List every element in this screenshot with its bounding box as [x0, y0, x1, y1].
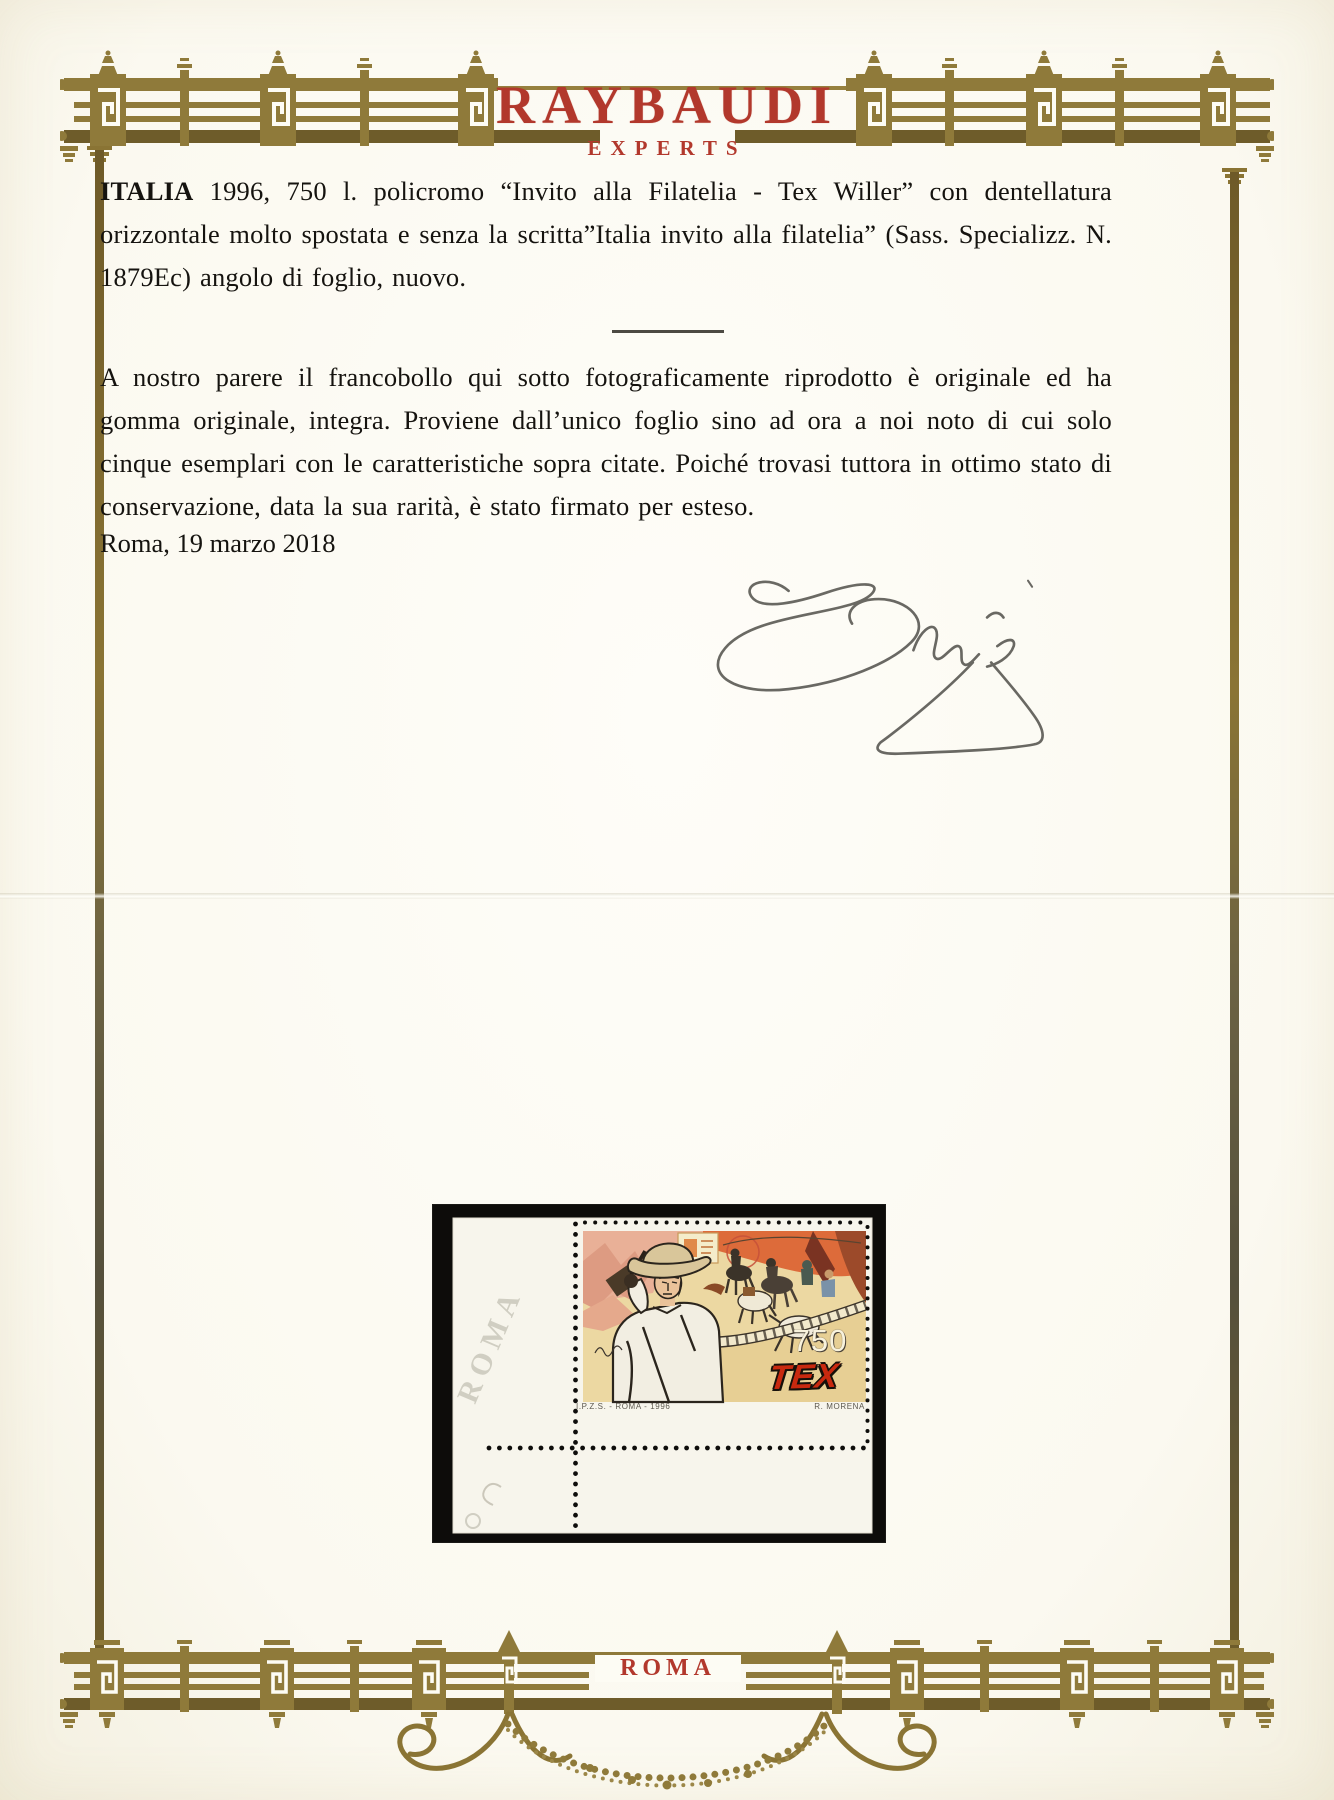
tex-logo: TEX	[767, 1356, 841, 1398]
section-divider	[612, 330, 724, 333]
description-paragraph	[100, 170, 1112, 299]
stamp-face-value: 750	[792, 1323, 848, 1358]
sheet-margin-watermark: ROMA	[451, 1281, 530, 1408]
header	[0, 75, 1334, 161]
footer-city-label: ROMA	[595, 1655, 741, 1682]
opinion-paragraph: A nostro parere il francobollo qui sotto fotograficamente riprodotto è originale ed ha gomma originale, integra. Proviene dall’unico foglio sino ad ora a noi noto di cui solo cinque esemplari con le caratteristiche sopra citate. Poiché trovasi tuttora in ottimo stato di conservazione, data la sua rarità, è stato firmato per esteso.	[100, 362, 1112, 521]
border-bar-right	[1230, 172, 1239, 1652]
paper-fold-crease	[0, 893, 1334, 899]
description-text: 1996, 750 l. policromo “Invito alla Filatelia - Tex Willer” con dentellatura orizzontale molto spostata e senza la scritta”Italia invito alla filatelia” (Sass. Specializz. N. 1879Ec) angolo di foglio, nuovo.	[100, 176, 1112, 292]
brand-subtitle: EXPERTS	[587, 136, 747, 160]
expert-signature-icon	[690, 552, 1100, 772]
stamp-imprint-printer: I.P.Z.S. - ROMA - 1996	[576, 1402, 671, 1411]
ornamental-border-bottom-icon	[60, 1628, 1274, 1798]
brand-title: RAYBAUDI	[495, 75, 839, 135]
dateline: Roma, 19 marzo 2018	[100, 528, 336, 558]
stamp-imprint-designer: R. MORENA	[814, 1402, 865, 1411]
description-lead: ITALIA	[100, 176, 194, 206]
stamp-photograph	[433, 1205, 885, 1542]
